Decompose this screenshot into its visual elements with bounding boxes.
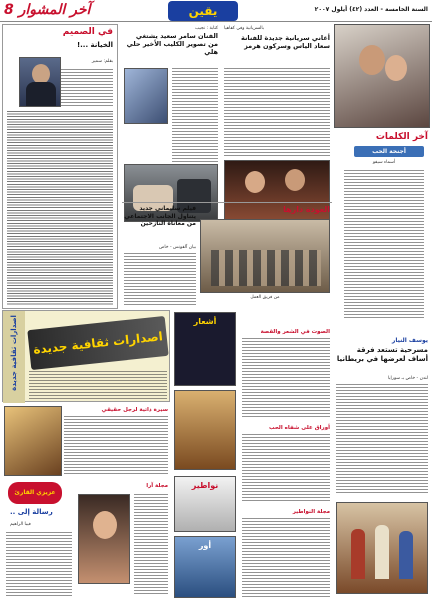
opinion-column xyxy=(2,24,118,309)
opinion-body-2 xyxy=(7,111,113,306)
artist-body xyxy=(172,68,218,178)
play-body xyxy=(336,384,428,494)
words-subtitle-bar xyxy=(354,146,424,157)
corner-subtitle: رسالة إلى .. xyxy=(10,508,53,516)
pub1-body xyxy=(242,338,330,418)
pub2-title: أوراق على شفاه الحب xyxy=(269,425,330,431)
artist-kicker: كتابة : نجيب xyxy=(195,26,218,31)
publications-banner xyxy=(27,316,168,370)
portrait-photo xyxy=(78,494,130,584)
section-title: في الصميم xyxy=(62,27,113,37)
film-photo-caption: من فريق العمل xyxy=(250,295,280,300)
publications-section xyxy=(2,310,170,402)
play-author: يوسف النيار xyxy=(391,337,428,344)
film-article xyxy=(122,202,332,306)
book-cover-3-title: أور xyxy=(198,541,212,550)
couple-photo xyxy=(334,24,430,128)
film-headline: فيلم سليماني جديد يتناول الجانب الاجتماعي من معاناة النازحين xyxy=(124,205,196,227)
issue-line: السنة الخامسة - العدد (٤٢) أيلول ٢٠٠٧ xyxy=(314,6,428,13)
pub1-title: الصوت في الشعر والقصة xyxy=(260,329,330,335)
publications-vertical-text: اصدارات ثقافية جديدة xyxy=(10,315,18,391)
corner-author: فيبا الراهيم xyxy=(10,522,31,527)
singer-kicker: بالسريانية وفي كفاهيا xyxy=(224,26,264,31)
publications-vertical-strip xyxy=(3,311,25,403)
publications-banner-text: اصدارات ثقافية جديدة xyxy=(32,329,164,357)
lower-left-area xyxy=(2,404,170,600)
play-body-lead: لندن - خاص بـ سورايا xyxy=(387,376,428,381)
painting xyxy=(4,406,62,476)
singer-body xyxy=(224,68,330,158)
pub2-body xyxy=(242,434,330,502)
opinion-body xyxy=(61,69,113,107)
words-block-title: آخر الكلمات xyxy=(375,132,428,142)
artist-headline: الفنان سامر سعيد يشتغي من تصوير الكليب الأخير حلي هلي xyxy=(126,32,218,56)
return-title: العودة دارها xyxy=(283,205,330,214)
pub3-body xyxy=(242,518,330,598)
film-byline: بيان آلفونس - خاص xyxy=(158,245,196,250)
play-stage-photo xyxy=(336,502,428,594)
author-photo xyxy=(19,57,61,107)
words-author: أسماء سيفو xyxy=(372,160,396,165)
publications-list xyxy=(240,326,332,600)
book-cover-2-title: نواطير xyxy=(191,481,219,490)
artist-article xyxy=(122,24,220,200)
book-covers xyxy=(172,310,238,600)
corner-badge-text: عزيزي القارئ xyxy=(14,489,56,496)
pub5-title: سيرة ذاتية لرجل حقيقي xyxy=(101,407,168,413)
logo-text: يقين xyxy=(188,4,218,18)
subsection-title: الخيانة ...! xyxy=(76,41,113,49)
corner-body xyxy=(6,532,72,596)
logo xyxy=(168,1,238,21)
words-subtitle: أجنحة الحب xyxy=(372,148,406,155)
pub5-body xyxy=(64,416,168,476)
play-title: مسرحية تستعد فرقة أساف لعرضها في بريطانيا xyxy=(336,346,428,363)
book-cover-1-title: أشعار xyxy=(193,317,217,326)
singer-article xyxy=(222,24,332,200)
singer-headline: أغاني سريانية جديدة للفنانة سعاد الياس وسركون هرمز xyxy=(241,34,330,50)
book-cover-1 xyxy=(174,312,236,386)
pub3-title: مجلة النواطير xyxy=(292,509,330,515)
pub4-title: مجلة آرا xyxy=(146,483,168,489)
words-block xyxy=(334,24,430,324)
film-body xyxy=(124,253,196,305)
publications-intro xyxy=(29,371,167,399)
film-group-photo xyxy=(200,219,330,293)
masthead xyxy=(0,0,432,22)
artist-photo xyxy=(124,68,168,124)
pub4-body xyxy=(134,494,168,594)
author-caption: بقلم: سمير xyxy=(91,59,113,64)
book-cover-4 xyxy=(174,536,236,598)
corner-badge xyxy=(8,482,62,504)
page-title: آخر المشوار 8 xyxy=(4,2,91,18)
words-body xyxy=(344,170,424,320)
play-article xyxy=(334,326,430,600)
book-cover-3 xyxy=(174,476,236,532)
book-cover-2 xyxy=(174,390,236,470)
